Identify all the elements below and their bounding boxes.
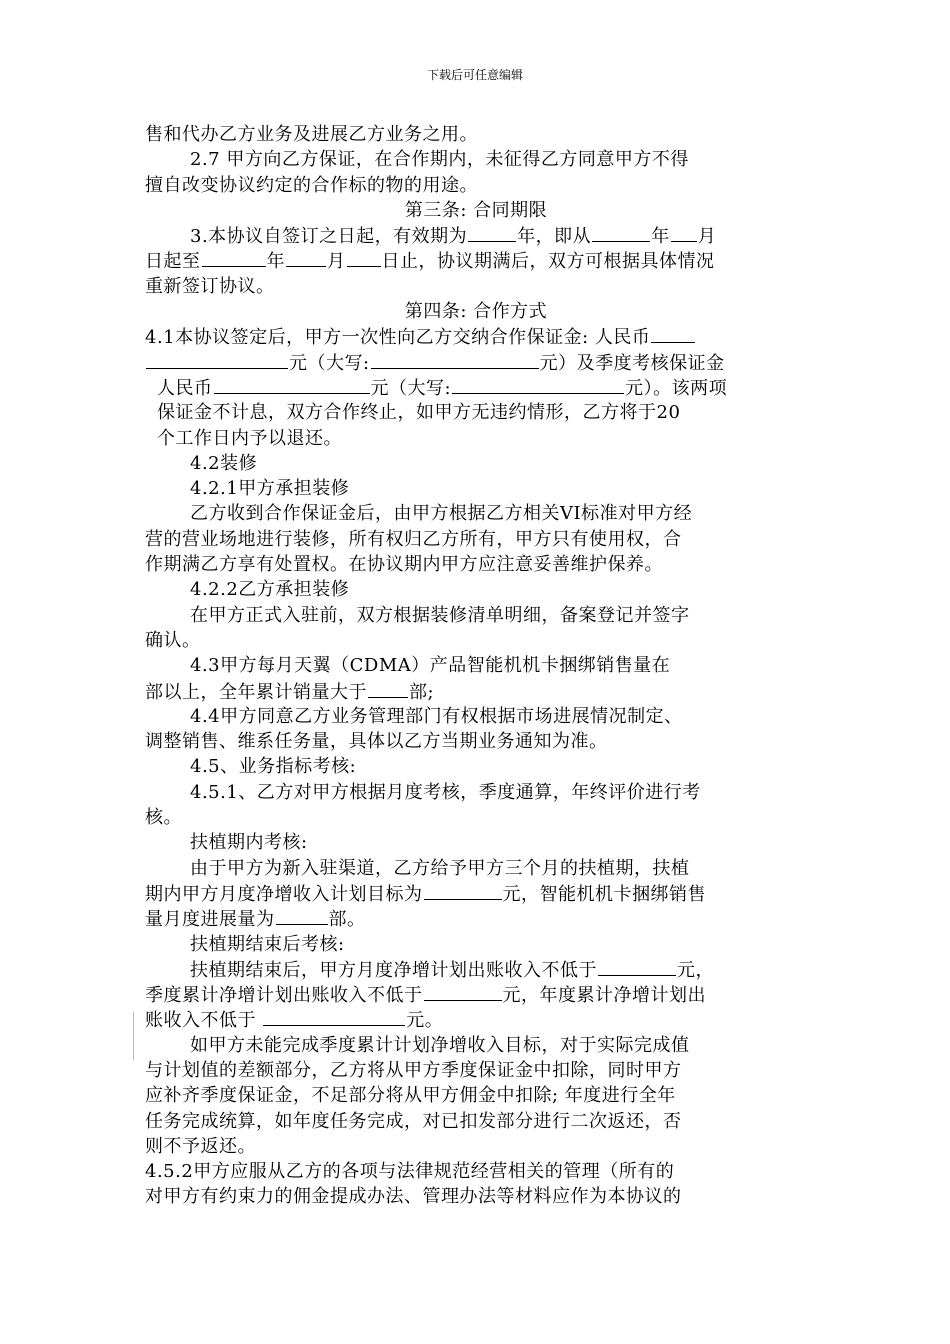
- text-segment: 年: [651, 226, 670, 248]
- text-segment: 元。: [406, 1010, 444, 1032]
- text-line: [145, 1184, 807, 1209]
- fill-in-blank[interactable]: [598, 957, 676, 976]
- text-segment: 由于甲方为新入驻渠道，乙方给予甲方三个月的扶植期，扶植: [190, 857, 690, 879]
- text-segment: 则不予返还。: [145, 1135, 256, 1157]
- text-line: [145, 122, 807, 147]
- text-segment: 在甲方正式入驻前，双方根据装修清单明细，备案登记并签字: [190, 604, 690, 626]
- text-segment: 部;: [409, 681, 435, 703]
- text-segment: 年，即从: [517, 226, 592, 248]
- text-segment: 调整销售、维系任务量，具体以乙方当期业务通知为准。: [145, 731, 608, 753]
- text-segment: 扶植期结束后考核:: [190, 933, 345, 955]
- text-segment: 元）及季度考核保证金: [539, 352, 725, 374]
- text-line: [145, 552, 807, 577]
- text-line: [145, 426, 807, 451]
- text-segment: 4.3甲方每月天翼（CDMA）产品智能机机卡捆绑销售量在: [190, 655, 671, 677]
- text-segment: 第四条: 合作方式: [404, 301, 548, 323]
- text-segment: 确认。: [145, 629, 201, 651]
- text-line: [145, 1033, 807, 1058]
- text-line: [145, 501, 807, 526]
- text-segment: 任务完成统算，如年度任务完成，对已扣发部分进行二次返还，否: [145, 1110, 682, 1132]
- text-line: [145, 324, 807, 349]
- text-line: [145, 679, 807, 704]
- text-segment: 2.7 甲方向乙方保证，在合作期内，未征得乙方同意甲方不得: [190, 149, 689, 171]
- text-segment: 如甲方未能完成季度累计计划净增收入目标，对于实际完成值: [190, 1034, 690, 1056]
- text-line: [145, 830, 807, 855]
- text-line: [145, 375, 807, 400]
- fill-in-blank[interactable]: [651, 324, 695, 343]
- text-line: [145, 527, 807, 552]
- fill-in-blank[interactable]: [468, 223, 516, 242]
- text-segment: 元）。该两项: [625, 377, 728, 399]
- text-segment: 元（大写:: [370, 377, 452, 399]
- text-line: [145, 932, 807, 957]
- text-segment: 对甲方有约束力的佣金提成办法、管理办法等材料应作为本协议的: [145, 1186, 682, 1208]
- text-line: [145, 1109, 807, 1134]
- text-segment: 营的营业场地进行装修，所有权归乙方所有，甲方只有使用权，合: [145, 528, 682, 550]
- text-segment: 账收入不低于: [145, 1010, 263, 1032]
- text-line: [145, 223, 807, 248]
- text-segment: 核。: [145, 807, 182, 829]
- text-segment: 重新签订协议。: [145, 275, 275, 297]
- fill-in-blank[interactable]: [202, 248, 266, 267]
- text-line: [145, 982, 807, 1007]
- text-segment: 4.1本协议签定后，甲方一次性向乙方交纳合作保证金: 人民币: [145, 327, 651, 349]
- text-segment: 保证金不计息，双方合作终止，如甲方无违约情形，乙方将于20: [157, 402, 681, 424]
- fill-in-blank[interactable]: [424, 982, 502, 1001]
- fill-in-blank[interactable]: [214, 375, 370, 394]
- text-line: [145, 1058, 807, 1083]
- fill-in-blank[interactable]: [286, 248, 326, 267]
- fill-in-blank[interactable]: [424, 881, 502, 900]
- text-segment: 乙方收到合作保证金后，由甲方根据乙方相关VI标准对甲方经: [190, 503, 693, 525]
- text-line: [145, 451, 807, 476]
- text-line: [145, 248, 807, 273]
- text-line: [145, 628, 807, 653]
- text-segment: 4.2.2乙方承担装修: [190, 579, 350, 601]
- fill-in-blank[interactable]: [276, 906, 328, 925]
- text-segment: 4.5.1、乙方对甲方根据月度考核，季度通算，年终评价进行考: [190, 781, 701, 803]
- text-line: [145, 147, 807, 172]
- text-segment: 4.2装修: [190, 452, 258, 474]
- text-segment: 元（大写:: [289, 352, 370, 374]
- text-segment: 4.5、业务指标考核:: [190, 756, 357, 778]
- text-segment: 元，智能机机卡捆绑销售: [502, 883, 706, 905]
- fill-in-blank[interactable]: [368, 679, 408, 698]
- text-segment: 月: [697, 226, 717, 248]
- text-segment: 元，年度累计净增计划出: [502, 985, 706, 1007]
- text-line: [145, 653, 807, 678]
- text-segment: 量月度进展量为: [145, 909, 275, 931]
- text-line: [145, 805, 807, 830]
- text-line: [145, 198, 807, 223]
- text-line: [145, 1007, 807, 1032]
- text-line: [145, 957, 807, 982]
- text-segment: 人民币: [157, 377, 213, 399]
- text-line: [145, 400, 807, 425]
- text-segment: 4.5.2甲方应服从乙方的各项与法律规范经营相关的管理（所有的: [145, 1161, 675, 1183]
- fill-in-blank[interactable]: [671, 223, 697, 242]
- text-segment: 部。: [328, 909, 366, 931]
- text-segment: 扶植期结束后，甲方月度净增计划出账收入不低于: [190, 959, 597, 981]
- text-line: [145, 1083, 807, 1108]
- text-line: [145, 856, 807, 881]
- fill-in-blank[interactable]: [371, 350, 539, 369]
- text-segment: 作期满乙方享有处置权。在协议期内甲方应注意妥善维护保养。: [145, 554, 663, 576]
- text-line: [145, 1134, 807, 1159]
- text-line: [145, 350, 807, 375]
- text-segment: 3.本协议自签订之日起，有效期为: [190, 226, 468, 248]
- fill-in-blank[interactable]: [347, 248, 381, 267]
- text-segment: 季度累计净增计划出账收入不低于: [145, 985, 423, 1007]
- text-segment: 4.2.1甲方承担装修: [190, 478, 350, 500]
- text-line: [145, 476, 807, 501]
- fill-in-blank[interactable]: [592, 223, 650, 242]
- document-body: [145, 122, 807, 1210]
- text-segment: 擅自改变协议约定的合作标的物的用途。: [145, 174, 478, 196]
- text-segment: 个工作日内予以退还。: [157, 427, 342, 449]
- page-header: 下载后可任意编辑: [426, 68, 523, 82]
- text-segment: 期内甲方月度净增收入计划目标为: [145, 883, 423, 905]
- text-line: [145, 1159, 807, 1184]
- text-line: [145, 299, 807, 324]
- text-segment: 第三条: 合同期限: [404, 199, 548, 221]
- text-line: [145, 754, 807, 779]
- text-line: [145, 704, 807, 729]
- fill-in-blank[interactable]: [146, 350, 288, 369]
- text-segment: 年: [266, 251, 285, 273]
- text-line: [145, 603, 807, 628]
- margin-marker: [133, 1012, 134, 1060]
- text-segment: 部以上，全年累计销量大于: [145, 681, 367, 703]
- text-segment: 与计划值的差额部分，乙方将从甲方季度保证金中扣除，同时甲方: [145, 1059, 682, 1081]
- text-segment: 应补齐季度保证金，不足部分将从甲方佣金中扣除; 年度进行全年: [145, 1085, 676, 1107]
- text-line: [145, 906, 807, 931]
- fill-in-blank[interactable]: [452, 375, 624, 394]
- text-line: [145, 274, 807, 299]
- fill-in-blank[interactable]: [263, 1007, 405, 1026]
- text-line: [145, 729, 807, 754]
- text-segment: 元，: [677, 959, 714, 981]
- text-line: [145, 780, 807, 805]
- text-segment: 日止，协议期满后，双方可根据具体情况: [381, 251, 715, 273]
- text-line: [145, 173, 807, 198]
- text-segment: 4.4甲方同意乙方业务管理部门有权根据市场进展情况制定、: [190, 705, 683, 727]
- text-segment: 月: [327, 251, 346, 273]
- text-segment: 扶植期内考核:: [190, 832, 308, 854]
- text-line: [145, 881, 807, 906]
- text-segment: 售和代办乙方业务及进展乙方业务之用。: [145, 124, 478, 145]
- text-segment: 日起至: [145, 251, 201, 273]
- text-line: [145, 577, 807, 602]
